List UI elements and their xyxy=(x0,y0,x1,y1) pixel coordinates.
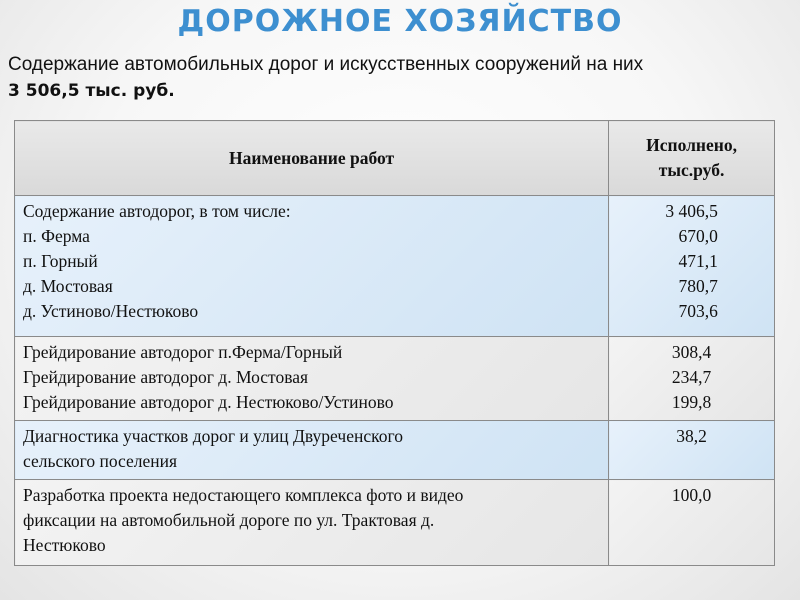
work-line: фиксации на автомобильной дороге по ул. Трактовая д. xyxy=(23,510,435,530)
value-cell xyxy=(609,480,775,566)
table-row xyxy=(15,480,775,566)
value-line: 3 406,5 xyxy=(665,201,718,221)
work-cell xyxy=(15,196,609,337)
value-line: 670,0 xyxy=(678,226,718,246)
work-line: д. Устиново/Нестюково xyxy=(23,301,199,321)
work-line: Грейдирование автодорог п.Ферма/Горный xyxy=(23,342,343,362)
header-done-line1: Исполнено, xyxy=(646,135,737,155)
work-line: п. Ферма xyxy=(23,226,90,246)
table-row xyxy=(15,421,775,480)
subtitle-amount: 3 506,5 тыс. руб. xyxy=(8,81,175,101)
value-line: 308,4 xyxy=(671,342,712,362)
works-table xyxy=(14,120,775,566)
header-work: Наименование работ xyxy=(15,121,609,196)
work-line: Грейдирование автодорог д. Мостовая xyxy=(23,367,309,387)
value-line: 38,2 xyxy=(676,426,707,446)
work-line: Грейдирование автодорог д. Нестюково/Устиново xyxy=(23,392,394,412)
table-header-row xyxy=(15,121,775,196)
work-line: д. Мостовая xyxy=(23,276,113,296)
value-line: 100,0 xyxy=(671,485,712,505)
page-title: ДОРОЖНОЕ ХОЗЯЙСТВО xyxy=(177,4,623,39)
value-line: 234,7 xyxy=(671,367,712,387)
work-cell xyxy=(15,421,609,480)
work-cell xyxy=(15,480,609,566)
work-line: п. Горный xyxy=(23,251,98,271)
value-cell xyxy=(609,421,775,480)
value-line: 199,8 xyxy=(671,392,712,412)
value-line: 471,1 xyxy=(678,251,718,271)
work-line: Диагностика участков дорог и улиц Двуреченского xyxy=(23,426,403,446)
header-done-line2: тыс.руб. xyxy=(658,160,725,180)
work-line: Нестюково xyxy=(23,535,106,555)
subtitle-text: Содержание автомобильных дорог и искусственных сооружений на них xyxy=(8,54,644,75)
table-row xyxy=(15,196,775,337)
table-row xyxy=(15,337,775,421)
header-done xyxy=(609,121,775,196)
value-cell xyxy=(609,337,775,421)
work-line: Содержание автодорог, в том числе: xyxy=(23,201,291,221)
value-line: 780,7 xyxy=(678,276,718,296)
subtitle xyxy=(8,52,788,104)
work-line: Разработка проекта недостающего комплекса фото и видео xyxy=(23,485,464,505)
work-cell xyxy=(15,337,609,421)
value-line: 703,6 xyxy=(678,301,718,321)
work-line: сельского поселения xyxy=(23,451,178,471)
value-cell xyxy=(609,196,775,337)
